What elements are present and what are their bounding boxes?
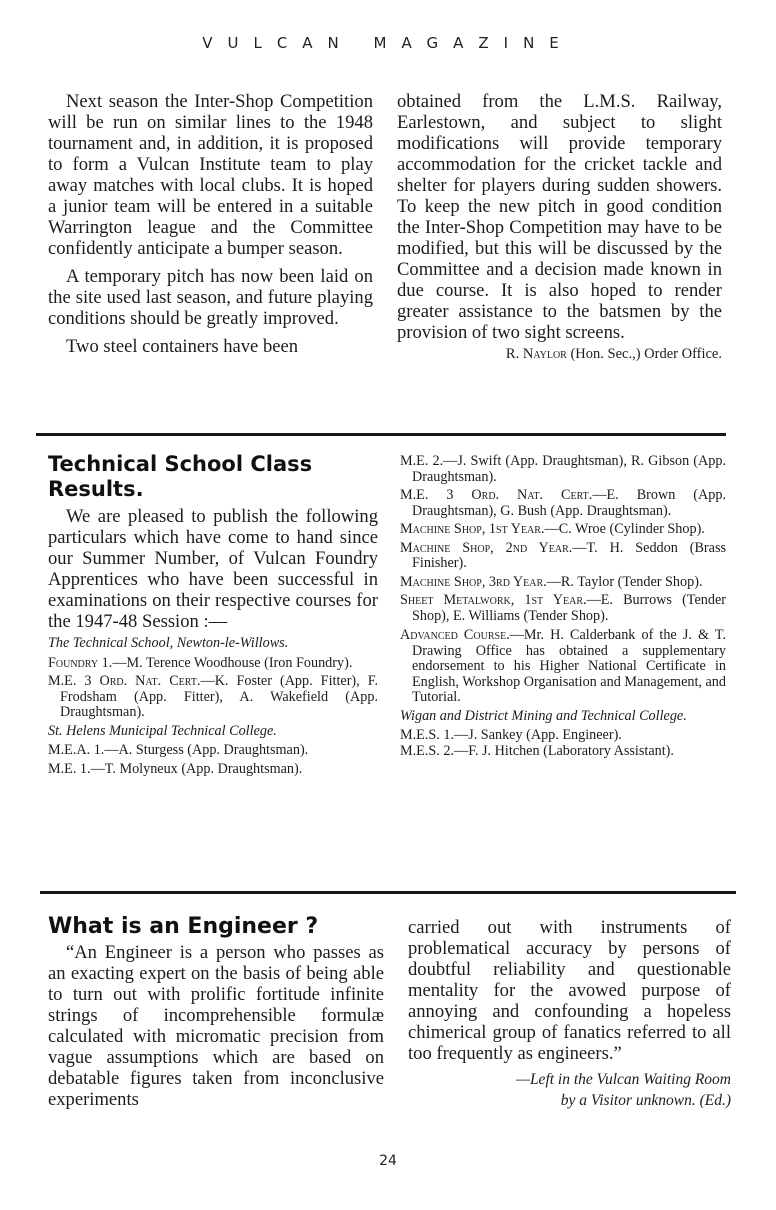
course-name: M.E.S. 2. <box>400 742 454 759</box>
quote-text: “An Engineer is a person who passes as an exacting expert on the basis of being able to turn out with prolific fortitude infinite strings of incomprehensible formulæ calculated with micromatic precision from vague assumptions which are based on debatable figures taken from inconclusive experiments <box>48 942 384 1110</box>
result-text: —J. Sankey (App. Engineer). <box>454 727 622 743</box>
credit-line: by a Visitor unknown. (Ed.) <box>560 1092 731 1109</box>
result-text: —C. Wroe (Cylinder Shop). <box>544 521 705 537</box>
course-name: Advanced Course. <box>400 627 510 643</box>
result-entry <box>400 628 726 706</box>
course-name: M.E.A. 1. <box>48 742 105 758</box>
result-entry <box>48 743 378 759</box>
result-entry <box>48 762 378 778</box>
result-entry <box>400 728 726 744</box>
course-name: M.E. 3 Ord. Nat. Cert. <box>48 673 201 689</box>
result-text: —K. Foster (App. Fitter), F. Frodsham (App. Fitter), A. Wakefield (App. Draughtsman). <box>60 673 378 720</box>
result-text: —E. Burrows (Tender Shop), E. Williams (Tender Shop). <box>412 592 726 624</box>
institution-name: Wigan and District Mining and Technical College. <box>400 707 687 724</box>
result-text: —A. Sturgess (App. Draughtsman). <box>104 742 309 758</box>
course-name: M.E. 1. <box>48 760 91 777</box>
result-entry <box>48 656 378 672</box>
engineer-article-col1 <box>48 914 384 1110</box>
result-text: —T. Molyneux (App. Draughtsman). <box>90 760 303 777</box>
result-entry <box>400 575 726 591</box>
result-text: —T. H. Seddon (Brass Finisher). <box>412 539 726 571</box>
article-intro <box>48 506 378 632</box>
technical-article-col1 <box>48 452 378 780</box>
section-divider <box>318 433 486 436</box>
technical-article-col2 <box>400 454 726 762</box>
course-name: Foundry <box>48 654 99 671</box>
paragraph: A temporary pitch has now been laid on the site used last season, and future playing conditions should be greatly improved. <box>48 266 373 329</box>
result-entry <box>400 593 726 624</box>
paragraph: obtained from the L.M.S. Railway, Earlestown, and subject to slight modifications will provide temporary accommodation for the cricket tackle and shelter for players during sudden showers. To keep the new pitch in good condition the Inter-Shop Competition may have to be modified, but this will be discussed by the Committee and a decision made known in due course. It is also hoped to render greater assistance to the batsmen by the provision of two sight screens. <box>397 91 722 343</box>
credit-line: —Left in the Vulcan Waiting Room <box>516 1071 731 1088</box>
result-entry <box>400 522 726 538</box>
section-divider <box>486 433 726 436</box>
result-entry <box>400 541 726 572</box>
paragraph: Two steel containers have been <box>66 336 299 357</box>
signature-role: (Hon. Sec.,) Order Office. <box>566 346 722 362</box>
course-name: M.E.S. 1. <box>400 727 454 743</box>
result-entry <box>400 488 726 519</box>
result-text: —R. Taylor (Tender Shop). <box>546 573 703 590</box>
signature <box>397 344 722 365</box>
course-name: Machine Shop, 3rd Year. <box>400 573 547 590</box>
quote-text: carried out with instruments of problematical accuracy by persons of doubtful reliability and questionable mentality for the avowed purpose of annoying and confounding a hopeless chimerical group of fanatics referred to all too frequently as engineers.” <box>408 917 731 1064</box>
intro-text: We are pleased to publish the following particulars which have come to hand since our Summer Number, of Vulcan Foundry Apprentices who have been successful in examinations on their respective courses for the 1947-48 Session :— <box>48 506 378 632</box>
running-title: VULCAN MAGAZINE <box>202 34 574 52</box>
paragraph: Next season the Inter-Shop Competition will be run on similar lines to the 1948 tournament and, in addition, it is proposed to form a Vulcan Institute team to play away matches with local clubs. It is hoped a junior team will be entered in a suitable Warrington league and the Committee confidently anticipate a bumper season. <box>48 91 373 259</box>
institution-name: The Technical School, Newton-le-Willows. <box>48 635 289 651</box>
result-text: —F. J. Hitchen (Laboratory Assistant). <box>454 742 674 759</box>
course-name: M.E. 2. <box>400 453 444 469</box>
result-text: 1.—M. Terence Woodhouse (Iron Foundry). <box>98 654 353 671</box>
results-list-left <box>48 636 378 777</box>
article-title: What is an Engineer ? <box>48 914 319 939</box>
course-name: M.E. 3 Ord. Nat. Cert. <box>400 487 593 503</box>
result-entry <box>48 674 378 721</box>
institution-name: St. Helens Municipal Technical College. <box>48 722 277 739</box>
result-text: —J. Swift (App. Draughtsman), R. Gibson (App. Draughtsman). <box>412 453 726 485</box>
result-entry <box>400 454 726 485</box>
article-body <box>48 942 384 1110</box>
page-number: 24 <box>379 1153 397 1169</box>
result-text: —Mr. H. Calderbank of the J. & T. Drawing Office has obtained a supplementary endorsement to his Higher National Certificate in English, Workshop Organisation and Management, and Tutorial. <box>412 627 726 705</box>
engineer-article-col2 <box>408 917 731 1111</box>
section-divider <box>40 891 736 894</box>
quote-credit <box>408 1069 731 1111</box>
cricket-article-col2 <box>397 91 722 365</box>
article-body <box>408 917 731 1064</box>
result-entry <box>400 744 726 760</box>
course-name: Sheet Metalwork, 1st Year. <box>400 592 587 608</box>
cricket-article-col1 <box>48 91 373 357</box>
course-name: Machine Shop, 2nd Year. <box>400 539 573 556</box>
result-text: —E. Brown (App. Draughtsman), G. Bush (App. Draughtsman). <box>412 487 726 519</box>
signature-name: R. Naylor <box>505 346 567 362</box>
article-title: Technical School Class Results. <box>48 452 313 501</box>
course-name: Machine Shop, 1st Year. <box>400 521 545 537</box>
